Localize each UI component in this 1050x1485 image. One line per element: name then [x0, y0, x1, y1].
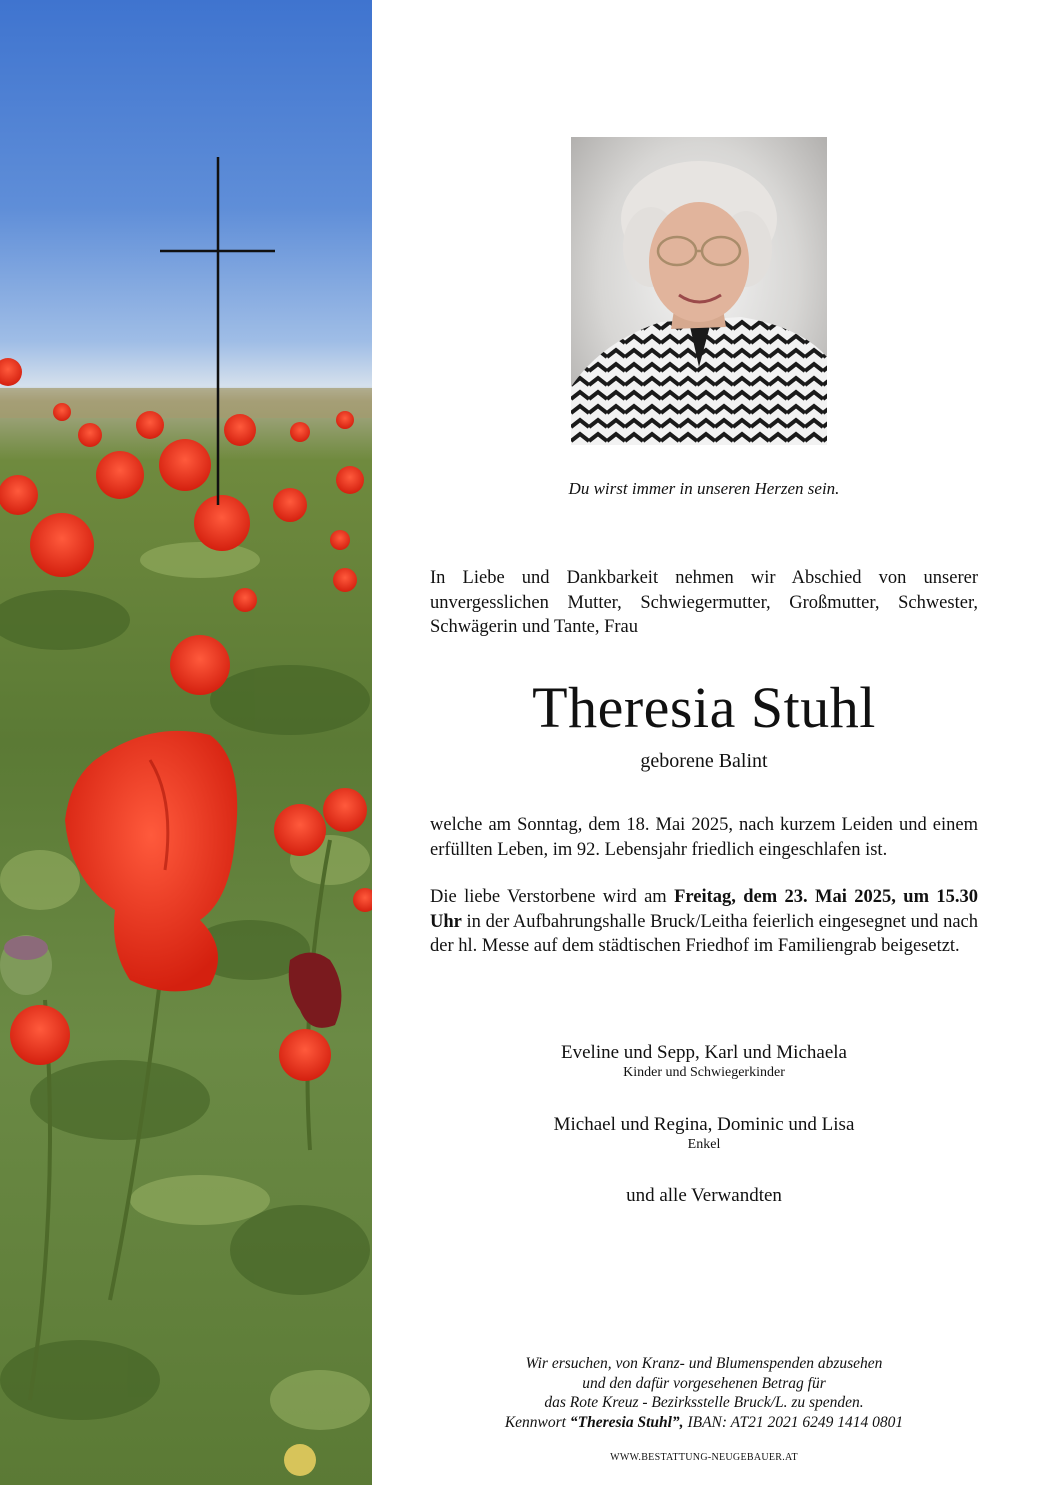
funeral-suffix: in der Aufbahrungshalle Bruck/Leitha feierlich eingesegnet und nach der hl. Messe auf dem städtischen Friedhof im Familiengrab beigesetzt.: [430, 911, 978, 956]
keyword-value: “Theresia Stuhl”,: [569, 1413, 684, 1431]
poppy-field-image: [0, 0, 372, 1485]
funeral-date: Freitag, dem 23. Mai 2025, um 15.30 Uhr: [430, 887, 978, 932]
mourner-names: und alle Verwandten: [626, 1185, 782, 1206]
motto: Du wirst immer in unseren Herzen sein.: [568, 479, 840, 498]
portrait-illustration: [571, 137, 827, 445]
intro-text: In Liebe und Dankbarkeit nehmen wir Abschied von unserer unvergesslichen Mutter, Schwiegermutter, Großmutter, Schwester, Schwägerin und Tante, Frau: [430, 568, 978, 637]
mourner-names: Michael und Regina, Dominic und Lisa: [553, 1114, 855, 1135]
birth-name: geborene Balint: [640, 750, 768, 772]
death-notice: welche am Sonntag, dem 18. Mai 2025, nach kurzem Leiden und einem erfüllten Leben, im 92. Lebensjahr friedlich eingeschlafen ist.: [430, 815, 978, 860]
donation-request: [430, 1354, 978, 1432]
mourner-relation: Kinder und Schwiegerkinder: [623, 1065, 785, 1080]
funeral-prefix: Die liebe Verstorbene wird am: [430, 887, 675, 907]
mourner-group: [430, 1042, 978, 1081]
iban: IBAN: AT21 2021 6249 1414 0801: [683, 1413, 904, 1431]
deceased-name: Theresia Stuhl: [532, 675, 876, 740]
donation-line: das Rote Kreuz - Bezirksstelle Bruck/L. zu spenden.: [544, 1394, 864, 1411]
keyword-label: Kennwort: [504, 1413, 570, 1431]
mourner-relation: Enkel: [687, 1137, 721, 1152]
mourner-group: [430, 1185, 978, 1207]
donation-line: Wir ersuchen, von Kranz- und Blumenspenden abzusehen: [525, 1355, 883, 1372]
poppy-field-illustration: [0, 0, 372, 1485]
donation-line: und den dafür vorgesehenen Betrag für: [582, 1374, 826, 1392]
website-link[interactable]: WWW.BESTATTUNG-NEUGEBAUER.AT: [610, 1452, 798, 1463]
mourner-names: Eveline und Sepp, Karl und Michaela: [561, 1042, 847, 1063]
portrait-photo: [571, 137, 827, 445]
mourner-group: [430, 1114, 978, 1153]
donation-line: [430, 1413, 978, 1433]
funeral-notice: [430, 885, 978, 959]
